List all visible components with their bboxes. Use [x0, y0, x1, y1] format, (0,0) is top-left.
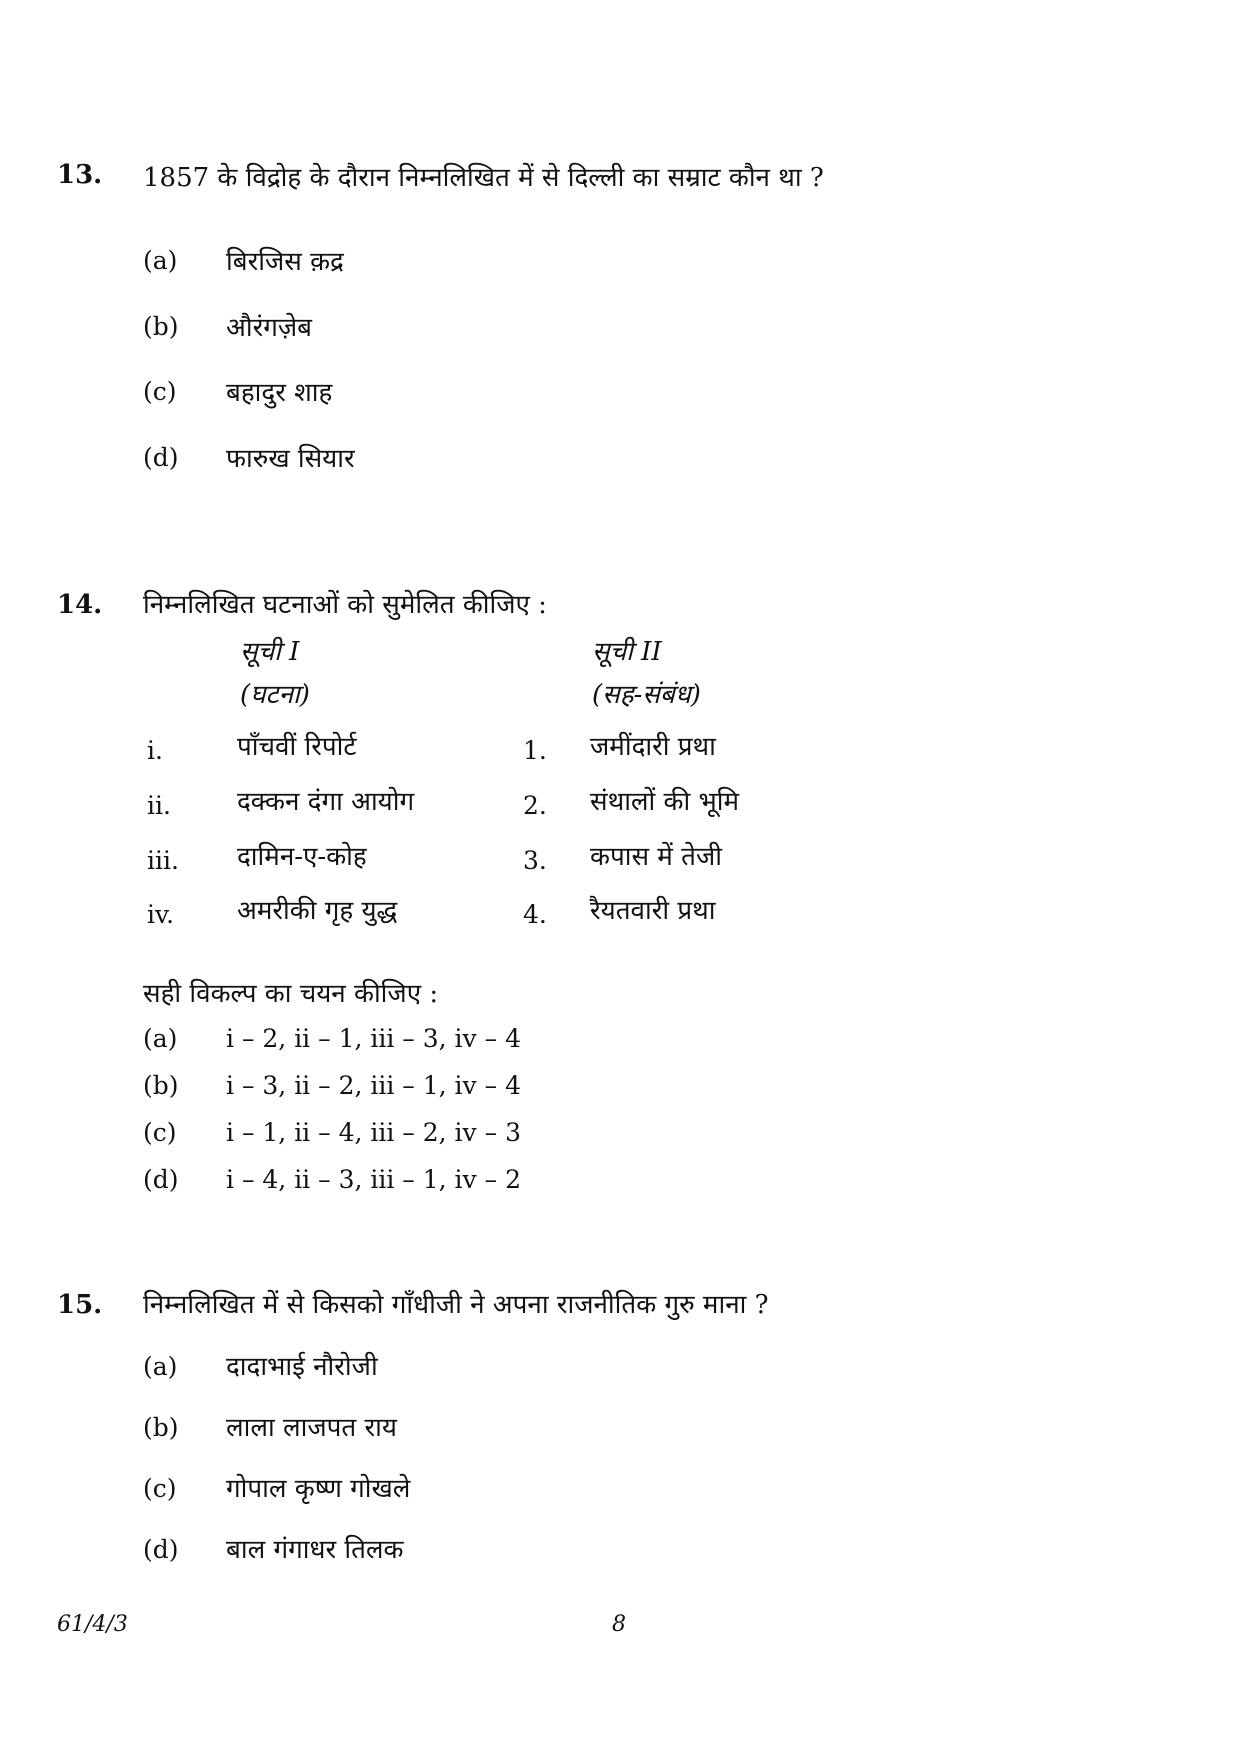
- row-event: दक्कन दंगा आयोग: [237, 787, 415, 817]
- option-text: i – 1, ii – 4, iii – 2, iv – 3: [226, 1118, 521, 1147]
- list-2-subtitle: (सह-संबंध): [592, 680, 701, 710]
- option-text: दादाभाई नौरोजी: [226, 1352, 378, 1382]
- option-label: (b): [143, 1413, 179, 1442]
- option-text: लाला लाजपत राय: [226, 1413, 397, 1443]
- option-label: (c): [143, 1118, 177, 1147]
- row-number: 2.: [523, 791, 547, 820]
- option-label: (a): [143, 246, 178, 275]
- row-roman: iii.: [147, 846, 179, 875]
- option-label: (c): [143, 377, 177, 406]
- row-event: अमरीकी गृह युद्ध: [237, 896, 398, 926]
- question-number: 15.: [57, 1290, 103, 1320]
- option-label: (d): [143, 1165, 179, 1194]
- row-roman: ii.: [147, 791, 171, 820]
- option-text: बिरजिस क़द्र: [226, 247, 344, 277]
- option-label: (d): [143, 443, 179, 472]
- option-text: i – 2, ii – 1, iii – 3, iv – 4: [226, 1024, 521, 1053]
- row-correlation: कपास में तेजी: [590, 842, 722, 872]
- option-text: गोपाल कृष्ण गोखले: [226, 1474, 411, 1504]
- row-number: 3.: [523, 846, 547, 875]
- option-label: (c): [143, 1474, 177, 1503]
- option-label: (d): [143, 1535, 179, 1564]
- option-text: औरंगज़ेब: [226, 313, 313, 343]
- row-correlation: संथालों की भूमि: [590, 787, 740, 817]
- paper-code: 61/4/3: [57, 1612, 128, 1637]
- list-2-title: सूची II: [592, 637, 662, 667]
- option-text: i – 4, ii – 3, iii – 1, iv – 2: [226, 1165, 521, 1194]
- option-text: i – 3, ii – 2, iii – 1, iv – 4: [226, 1071, 521, 1100]
- row-number: 4.: [523, 900, 547, 929]
- instruction-text: सही विकल्प का चयन कीजिए :: [143, 979, 439, 1009]
- question-number: 14.: [57, 590, 103, 620]
- question-number: 13.: [57, 160, 103, 190]
- option-label: (a): [143, 1352, 178, 1381]
- option-label: (b): [143, 1071, 179, 1100]
- list-1-title: सूची I: [240, 637, 300, 667]
- row-event: दामिन-ए-कोह: [237, 842, 367, 872]
- question-text: निम्नलिखित घटनाओं को सुमेलित कीजिए :: [143, 590, 547, 620]
- option-label: (a): [143, 1024, 178, 1053]
- option-text: बहादुर शाह: [226, 378, 333, 408]
- row-correlation: जमींदारी प्रथा: [590, 732, 716, 762]
- option-label: (b): [143, 312, 179, 341]
- question-text: 1857 के विद्रोह के दौरान निम्नलिखित में से दिल्ली का सम्राट कौन था ?: [143, 163, 824, 193]
- question-text: निम्नलिखित में से किसको गाँधीजी ने अपना राजनीतिक गुरु माना ?: [143, 1290, 769, 1320]
- row-number: 1.: [523, 736, 547, 765]
- row-event: पाँचवीं रिपोर्ट: [237, 732, 357, 762]
- row-roman: iv.: [147, 900, 175, 929]
- row-roman: i.: [147, 736, 163, 765]
- option-text: बाल गंगाधर तिलक: [226, 1535, 404, 1565]
- page-number: 8: [612, 1612, 626, 1637]
- list-1-subtitle: (घटना): [240, 680, 310, 710]
- row-correlation: रैयतवारी प्रथा: [590, 896, 716, 926]
- option-text: फारुख सियार: [226, 444, 355, 474]
